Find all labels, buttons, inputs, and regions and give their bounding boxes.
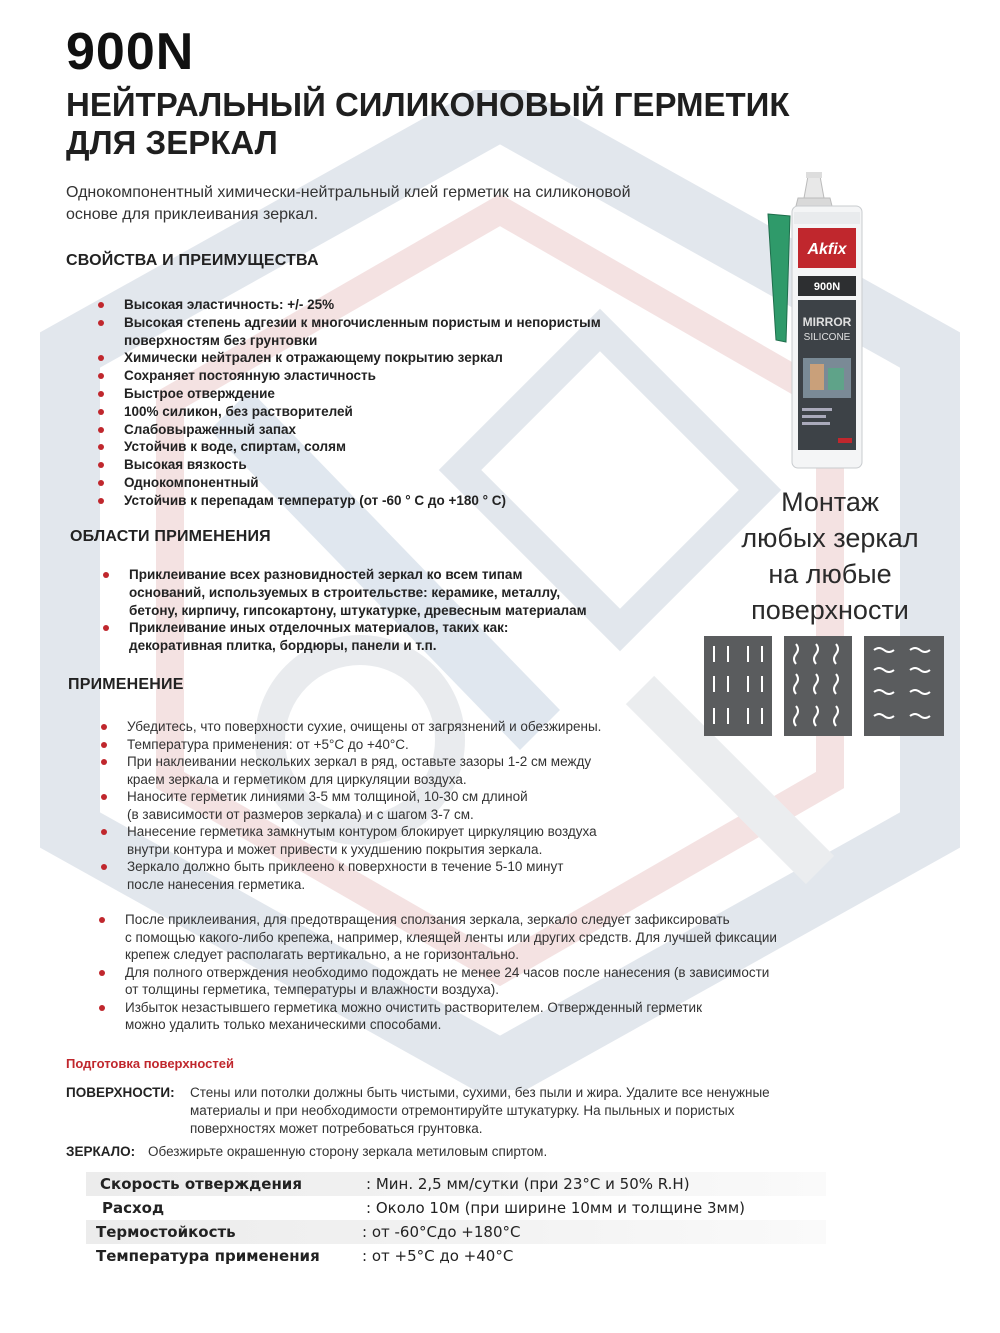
usage-item-line: Зеркало должно быть приклеено к поверхности в течение 5-10 минут [127, 859, 564, 874]
usage-item-line: с помощью какого-либо крепежа, например, клеящей ленты или других средств. Для лучшей фиксации [125, 929, 777, 945]
usage-item-line: Для полного отверждения необходимо подождать не менее 24 часов после нанесения (в зависимости [125, 964, 770, 980]
surfaces-text [190, 1084, 846, 1138]
usage-item-line: При наклеивании нескольких зеркал в ряд, оставьте зазоры 1-2 см между [127, 754, 592, 769]
usage-item-line: внутри контура и может привести к ухудшению покрытия зеркала. [127, 841, 543, 857]
properties-heading: СВОЙСТВА И ПРЕИМУЩЕСТВА [66, 252, 319, 269]
usage-item [127, 858, 601, 893]
property-item-line: Сохраняет постоянную эластичность [124, 368, 376, 384]
slogan-line: на любые [768, 559, 892, 589]
usage-item-line: можно удалить только механическими способами. [125, 1017, 442, 1032]
property-item-line: поверхностям без грунтовки [124, 332, 318, 348]
property-item [124, 296, 601, 314]
property-item [124, 438, 601, 456]
surfaces-line: материалы и при необходимости отремонтируйте штукатурку. На пыльных и пористых [190, 1103, 735, 1118]
usage-item-line: Наносите герметик линиями 3-5 мм толщиной, 10-30 см длиной [127, 789, 528, 804]
slogan [700, 484, 960, 628]
tube-line2: SILICONE [803, 332, 851, 343]
slogan-line: Монтаж [781, 487, 879, 517]
mirror-label: ЗЕРКАЛО: [66, 1144, 136, 1159]
property-item [124, 367, 601, 385]
property-item-line: Устойчив к перепадам температур (от -60 ° С до +180 ° С) [124, 492, 507, 508]
application-item [129, 619, 587, 655]
usage-item-line: (в зависимости от размеров зеркала) и с шагом 3-7 см. [127, 806, 474, 822]
property-item [124, 349, 601, 367]
usage-item [127, 753, 601, 788]
property-item-line: Высокая степень адгезии к многочисленным пористым и непористым [124, 314, 601, 330]
property-item-line: Высокая эластичность: +/- 25% [124, 297, 335, 312]
usage-item-line: от толщины герметика, температуры и влажности воздуха). [125, 982, 500, 997]
spec-row [86, 1196, 826, 1220]
applications-list [129, 566, 587, 655]
title-line: НЕЙТРАЛЬНЫЙ СИЛИКОНОВЫЙ ГЕРМЕТИК [66, 86, 790, 123]
application-item-line: Приклеивание всех разновидностей зеркал ко всем типам [129, 567, 523, 582]
usage-item [127, 718, 601, 736]
spec-row [86, 1220, 826, 1244]
page-title [66, 86, 886, 162]
tube-line1: MIRROR [802, 315, 852, 329]
application-item [129, 566, 587, 619]
title-line: ДЛЯ ЗЕРКАЛ [66, 124, 278, 161]
slogan-line: любых зеркал [741, 523, 919, 553]
spec-value: : Мин. 2,5 мм/сутки (при 23°С и 50% R.H) [366, 1175, 690, 1193]
property-item [124, 456, 601, 474]
usage-item [125, 964, 777, 999]
spec-value: : от +5°С до +40°С [362, 1247, 514, 1265]
spec-row [86, 1244, 826, 1268]
property-item [124, 385, 601, 403]
usage-item [127, 823, 601, 858]
usage-heading: ПРИМЕНЕНИЕ [68, 676, 184, 693]
product-code: 900N [66, 23, 195, 81]
property-item [124, 421, 601, 439]
usage-item-line: Убедитесь, что поверхности сухие, очищены от загрязнений и обезжирены. [127, 719, 602, 734]
usage-item-line: крепеж следует располагать вертикально, а не горизонтально. [125, 947, 520, 962]
property-item-line: Устойчив к воде, спиртам, солям [124, 439, 346, 455]
property-item-line: Быстрое отверждение [124, 385, 275, 401]
property-item [124, 403, 601, 421]
intro-text [66, 182, 726, 226]
applications-heading: ОБЛАСТИ ПРИМЕНЕНИЯ [70, 528, 271, 545]
property-item [124, 474, 601, 492]
application-item-line: Приклеивание иных отделочных материалов, таких как: [129, 620, 509, 636]
property-item-line: Слабовыраженный запах [124, 421, 296, 437]
spec-label: Скорость отверждения [100, 1175, 302, 1193]
usage-list-continued [125, 911, 777, 1034]
spec-label: Температура применения [96, 1247, 320, 1265]
property-item [124, 492, 601, 510]
usage-item-line: После приклеивания, для предотвращения сползания зеркала, зеркало следует зафиксировать [125, 912, 730, 927]
surfaces-line: Стены или потолки должны быть чистыми, сухими, без пыли и жира. Удалите все ненужные [190, 1085, 770, 1100]
usage-item-line: после нанесения герметика. [127, 876, 306, 892]
usage-item-line: Избыток незастывшего герметика можно очистить растворителем. Отвержденный герметик [125, 999, 702, 1015]
tube-code: 900N [813, 281, 841, 293]
usage-item-line: Нанесение герметика замкнутым контуром блокирует циркуляцию воздуха [127, 824, 597, 839]
usage-item-line: краем зеркала и герметиком для циркуляции воздуха. [127, 771, 467, 787]
usage-item [127, 736, 601, 754]
usage-item-line: Температура применения: от +5°С до +40°С. [127, 736, 409, 752]
surfaces-row [66, 1084, 846, 1138]
spec-label: Термостойкость [96, 1223, 236, 1241]
application-item-line: бетону, кирпичу, гипсокартону, штукатурке, древесным материалам [129, 602, 587, 618]
spec-row [86, 1172, 826, 1196]
intro-line: Однокомпонентный химически-нейтральный клей герметик на силиконовой [66, 184, 631, 201]
mirror-text: Обезжирьте окрашенную сторону зеркала метиловым спиртом. [148, 1144, 548, 1159]
intro-line: основе для приклеивания зеркал. [66, 206, 319, 223]
property-item-line: Высокая вязкость [124, 457, 247, 473]
usage-list [127, 718, 601, 893]
application-patterns-image [704, 636, 944, 736]
property-item [124, 314, 601, 350]
usage-item [125, 999, 777, 1034]
application-item-line: декоративная плитка, бордюры, панели и т.п. [129, 638, 437, 654]
product-tube-image [740, 172, 890, 477]
surfaces-label: ПОВЕРХНОСТИ: [66, 1085, 175, 1100]
usage-item [125, 911, 777, 964]
specs-table [86, 1172, 826, 1268]
usage-item [127, 788, 601, 823]
preparation-title: Подготовка поверхностей [66, 1056, 234, 1071]
property-item-line: Химически нейтрален к отражающему покрытию зеркал [124, 350, 503, 366]
surfaces-line: поверхностях может потребоваться грунтовка. [190, 1121, 483, 1136]
spec-label: Расход [102, 1199, 165, 1217]
property-item-line: 100% силикон, без растворителей [124, 403, 353, 419]
properties-list [124, 296, 601, 510]
spec-value: : Около 10м (при ширине 10мм и толщине 3мм) [366, 1199, 746, 1217]
application-item-line: оснований, используемых в строительстве: керамике, металлу, [129, 584, 561, 600]
slogan-line: поверхности [751, 595, 909, 625]
spec-value: : от -60°Сдо +180°С [362, 1223, 521, 1241]
property-item-line: Однокомпонентный [124, 474, 259, 490]
brand-logo: Akfix [807, 241, 847, 258]
mirror-row [66, 1143, 846, 1161]
